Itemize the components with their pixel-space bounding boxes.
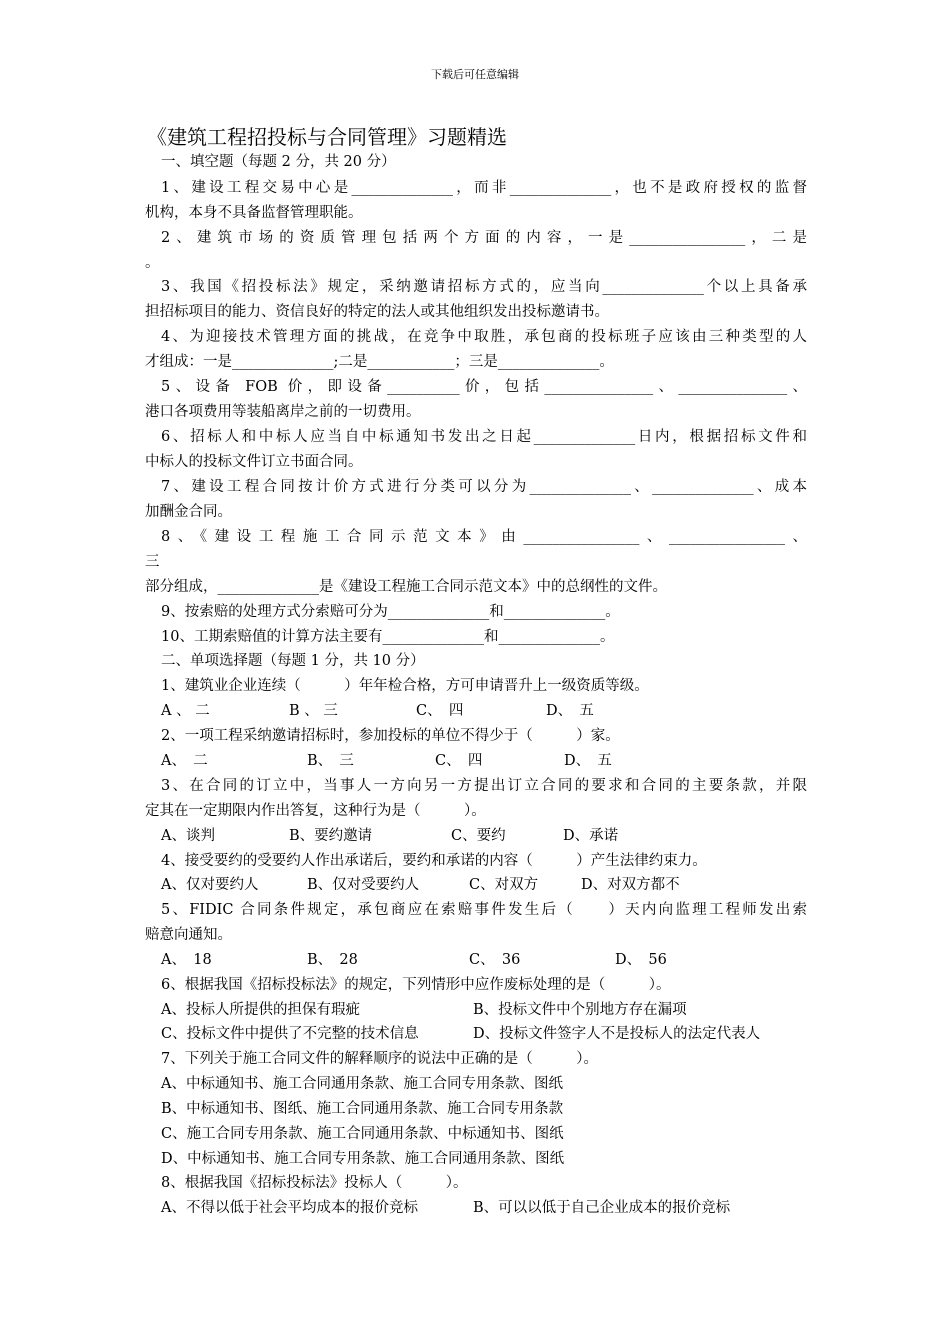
c2-option-a: A、 二 [161, 753, 208, 769]
c1-option-b: B 、 三 [289, 703, 338, 719]
q4-line2: 才组成：一是______________;二是____________；三是______________。 [145, 354, 614, 370]
c5-option-a: A、 18 [161, 952, 212, 968]
c6-option-c: C、投标文件中提供了不完整的技术信息 [161, 1026, 419, 1042]
q8-line2: 三 [145, 554, 160, 570]
section-fill-blank-heading: 一、填空题（每题 2 分，共 20 分） [161, 154, 396, 170]
q7-line2: 加酬金合同。 [145, 504, 232, 520]
q1-line1: 1、建设工程交易中心是______________，而非______________，也不是政府授权的监督 [161, 180, 807, 196]
c5-option-d: D、 56 [615, 952, 667, 968]
c7-option-c: C、施工合同专用条款、施工合同通用条款、中标通知书、图纸 [161, 1126, 564, 1142]
q3-line2: 担招标项目的能力、资信良好的特定的法人或其他组织发出投标邀请书。 [145, 304, 609, 320]
q6-line1: 6、招标人和中标人应当自中标通知书发出之日起______________日内，根据招标文件和 [161, 429, 807, 445]
c2-option-b: B、 三 [307, 753, 354, 769]
c3-option-a: A、谈判 [161, 828, 215, 844]
c1-option-d: D、 五 [546, 703, 594, 719]
c1-stem: 1、建筑业企业连续（ ）年年检合格，方可申请晋升上一级资质等级。 [161, 678, 649, 694]
c6-option-a: A、投标人所提供的担保有瑕疵 [161, 1002, 360, 1018]
c4-option-b: B、仅对受要约人 [307, 877, 420, 893]
c4-options [145, 875, 807, 895]
c5-line1: 5、FIDIC 合同条件规定，承包商应在索赔事件发生后（ ）天内向监理工程师发出索 [161, 902, 807, 918]
q5-line1: 5、设备 FOB 价，即设备__________价，包括_______________、_______________、 [161, 379, 807, 395]
c2-stem: 2、一项工程采纳邀请招标时，参加投标的单位不得少于（ ）家。 [161, 728, 620, 744]
c2-option-d: D、 五 [564, 753, 612, 769]
c7-option-a: A、中标通知书、施工合同通用条款、施工合同专用条款、图纸 [161, 1076, 563, 1092]
q10: 10、工期索赔值的计算方法主要有______________和______________。 [161, 629, 615, 645]
c6-option-d: D、投标文件签字人不是投标人的法定代表人 [473, 1026, 761, 1042]
c8-options-ab [145, 1198, 807, 1218]
q3-line1: 3、我国《招投标法》规定，采纳邀请招标方式的，应当向______________个以上具备承 [161, 279, 807, 295]
q4-line1: 4、为迎接技术管理方面的挑战，在竞争中取胜，承包商的投标班子应该由三种类型的人 [161, 329, 807, 345]
c6-options-cd [145, 1024, 807, 1044]
c3-line1: 3、在合同的订立中，当事人一方向另一方提出订立合同的要求和合同的主要条款，并限 [161, 778, 807, 794]
q9: 9、按索赔的处理方式分索赔可分为______________和______________。 [161, 604, 620, 620]
c5-line2: 赔意向通知。 [145, 927, 232, 943]
q8-line1: 8、《建设工程施工合同示范文本》由________________、________________、 [161, 529, 807, 545]
c5-option-c: C、 36 [469, 952, 521, 968]
c5-option-b: B、 28 [307, 952, 358, 968]
c3-line2: 定其在一定期限内作出答复，这种行为是（ ）。 [145, 803, 486, 819]
c4-option-d: D、对双方都不 [581, 877, 680, 893]
page-header: 下载后可任意编辑 [431, 68, 519, 81]
c3-option-b: B、要约邀请 [289, 828, 373, 844]
c8-option-a: A、不得以低于社会平均成本的报价竞标 [161, 1200, 418, 1216]
c1-options [145, 701, 807, 721]
section-single-choice-heading: 二、单项选择题（每题 1 分，共 10 分） [161, 653, 425, 669]
c6-options-ab [145, 1000, 807, 1020]
c6-option-b: B、投标文件中个别地方存在漏项 [473, 1002, 687, 1018]
q2-line2: 。 [145, 255, 160, 271]
c7-stem: 7、下列关于施工合同文件的解释顺序的说法中正确的是（ ）。 [161, 1051, 598, 1067]
q6-line2: 中标人的投标文件订立书面合同。 [145, 454, 363, 470]
c7-option-d: D、中标通知书、施工合同专用条款、施工合同通用条款、图纸 [161, 1151, 565, 1167]
c5-options [145, 950, 807, 970]
c8-option-b: B、可以以低于自己企业成本的报价竞标 [473, 1200, 731, 1216]
c4-option-a: A、仅对要约人 [161, 877, 259, 893]
document-title: 《建筑工程招投标与合同管理》习题精选 [147, 125, 507, 149]
q1-line2: 机构，本身不具备监督管理职能。 [145, 205, 363, 221]
c7-option-b: B、中标通知书、图纸、施工合同通用条款、施工合同专用条款 [161, 1101, 564, 1117]
q8-line3: 部分组成，______________是《建设工程施工合同示范文本》中的总纲性的文件。 [145, 579, 667, 595]
q7-line1: 7、建设工程合同按计价方式进行分类可以分为______________、______________、成本 [161, 479, 807, 495]
c1-option-c: C、 四 [416, 703, 464, 719]
c2-options [145, 751, 807, 771]
c4-stem: 4、接受要约的受要约人作出承诺后，要约和承诺的内容（ ）产生法律约束力。 [161, 853, 707, 869]
c4-option-c: C、对双方 [469, 877, 539, 893]
c8-stem: 8、根据我国《招标投标法》投标人（ ）。 [161, 1175, 468, 1191]
c3-option-c: C、要约 [451, 828, 506, 844]
c3-option-d: D、承诺 [563, 828, 619, 844]
c6-stem: 6、根据我国《招标投标法》的规定，下列情形中应作废标处理的是（ ）。 [161, 977, 671, 993]
c1-option-a: A 、 二 [161, 703, 210, 719]
c2-option-c: C、 四 [435, 753, 483, 769]
c3-options [145, 826, 807, 846]
q5-line2: 港口各项费用等装船离岸之前的一切费用。 [145, 404, 421, 420]
q2-line1: 2、建筑市场的资质管理包括两个方面的内容，一是________________，二是 [161, 230, 807, 246]
